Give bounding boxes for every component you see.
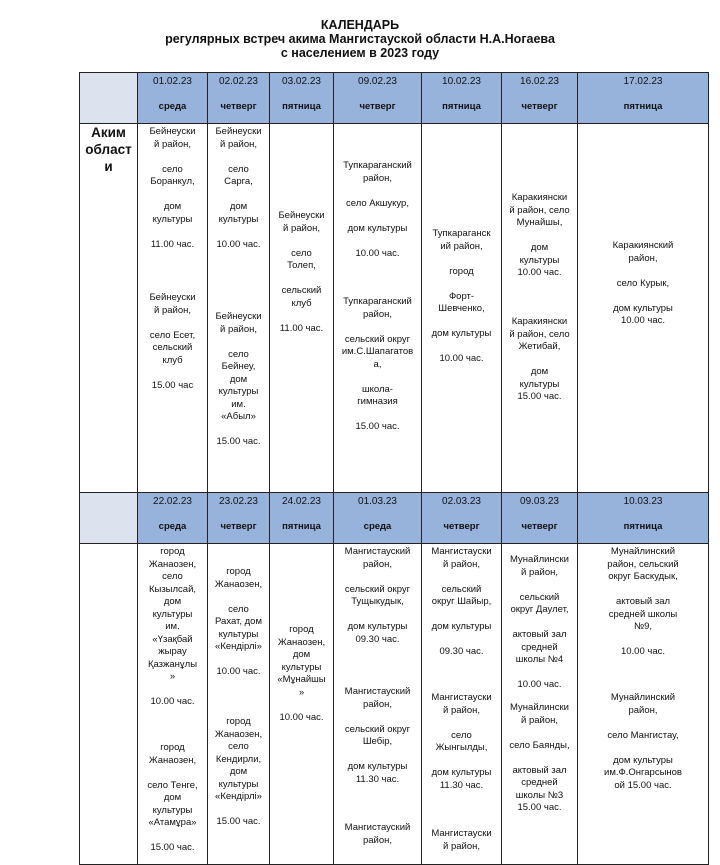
date-header bbox=[578, 73, 709, 124]
meeting-entry: Бейнеуски й район, село Сарга, дом культуры 10.00 час. bbox=[215, 126, 262, 250]
row-label bbox=[80, 124, 138, 493]
header-date: 17.02.23 bbox=[623, 76, 663, 87]
date-header bbox=[208, 73, 270, 124]
title-line-2: регулярных встреч акима Мангистауской области Н.А.Ногаева bbox=[165, 32, 555, 46]
meeting-entry: Тупкараганск ий район, город Форт- Шевченко, дом культуры 10.00 час. bbox=[431, 228, 492, 364]
header-date: 23.02.23 bbox=[219, 496, 258, 507]
meeting-entry: Мангистауский район, сельский округ Тущыкудык, дом культуры 09.30 час. bbox=[344, 546, 411, 645]
header-date: 01.03.23 bbox=[358, 496, 397, 507]
meeting-cell bbox=[270, 124, 334, 493]
row-label-text: Аким област и bbox=[85, 125, 132, 174]
row-label-spacer bbox=[80, 73, 138, 124]
header-date: 09.02.23 bbox=[358, 76, 397, 87]
meeting-cell bbox=[208, 544, 270, 865]
header-date: 02.02.23 bbox=[219, 76, 258, 87]
meeting-entry: город Жанаозен, село Тенге, дом культуры «Атамұра» 15.00 час. bbox=[147, 742, 198, 853]
date-header bbox=[208, 493, 270, 544]
row-label-spacer bbox=[80, 493, 138, 544]
meeting-entry: Бейнеуски й район, село Есет, сельский клуб 15.00 час bbox=[149, 292, 196, 391]
meeting-entry: Мунайлински й район, село Баянды, актовый зал средней школы №3 15.00 час. bbox=[509, 702, 570, 813]
header-date: 03.02.23 bbox=[282, 76, 321, 87]
meeting-cell bbox=[208, 124, 270, 493]
header-weekday: среда bbox=[363, 521, 392, 532]
header-date: 09.03.23 bbox=[520, 496, 559, 507]
meeting-cell bbox=[502, 124, 578, 493]
header-date: 02.03.23 bbox=[442, 496, 481, 507]
meeting-cell bbox=[138, 124, 208, 493]
header-weekday: среда bbox=[158, 101, 187, 112]
header-weekday: пятница bbox=[623, 521, 663, 532]
header-weekday: пятница bbox=[282, 101, 321, 112]
meeting-entry: Тупкараганский район, село Акшукур, дом культуры 10.00 час. bbox=[343, 160, 412, 259]
meeting-cell bbox=[578, 544, 709, 865]
header-weekday: четверг bbox=[521, 101, 558, 112]
date-header bbox=[270, 493, 334, 544]
row-label bbox=[80, 544, 138, 865]
header-weekday: четверг bbox=[220, 101, 257, 112]
header-weekday: четверг bbox=[521, 521, 558, 532]
header-weekday: четверг bbox=[443, 521, 480, 532]
week-body-row bbox=[80, 544, 709, 865]
meeting-entry: Мангистауский район, сельский округ Шебір, дом культуры 11.30 час. bbox=[344, 686, 411, 785]
header-date: 10.03.23 bbox=[623, 496, 663, 507]
meeting-entry: Мангистауски й район, bbox=[431, 828, 492, 852]
meeting-entry: Каракиянски й район, село Мунайшы, дом культуры 10.00 час. bbox=[509, 192, 570, 278]
meeting-entry: Бейнеуски й район, село Бейнеу, дом культуры им. «Абыл» 15.00 час. bbox=[215, 311, 262, 447]
meeting-entry: город Жанаозен, село Кендирли, дом культуры «Кендірлі» 15.00 час. bbox=[214, 716, 263, 827]
meeting-entry: Мангистауский район, bbox=[344, 822, 411, 846]
meeting-cell bbox=[578, 124, 709, 493]
meeting-entry: Бейнеуски й район, село Боранкул, дом культуры 11.00 час. bbox=[149, 126, 196, 250]
meeting-entry: Каракиянский район, село Курык, дом культуры 10.00 час. bbox=[612, 240, 674, 326]
date-header bbox=[502, 493, 578, 544]
meeting-entry: Мангистауски й район, сельский округ Шайыр, дом культуры 09.30 час. bbox=[431, 546, 492, 657]
header-weekday: четверг bbox=[359, 101, 396, 112]
document-title bbox=[0, 18, 720, 60]
date-header bbox=[270, 73, 334, 124]
meeting-entry: Каракиянски й район, село Жетибай, дом культуры 15.00 час. bbox=[509, 316, 570, 402]
header-weekday: среда bbox=[158, 521, 187, 532]
meeting-cell bbox=[334, 544, 422, 865]
week-header-row bbox=[80, 73, 709, 124]
date-header bbox=[334, 73, 422, 124]
meeting-entry: Мунайлинский район, сельский округ Баскудык, актовый зал средней школы №9, 10.00 час. bbox=[607, 546, 679, 657]
title-line-1: КАЛЕНДАРЬ bbox=[320, 18, 400, 32]
date-header bbox=[422, 493, 502, 544]
header-weekday: пятница bbox=[282, 521, 321, 532]
header-weekday: пятница bbox=[442, 101, 481, 112]
meeting-cell bbox=[270, 544, 334, 865]
date-header bbox=[138, 73, 208, 124]
header-date: 10.02.23 bbox=[442, 76, 481, 87]
meeting-entry: Тупкараганский район, сельский округ им.С.Шапагатов а, школа- гимназия 15.00 час. bbox=[341, 296, 414, 432]
title-line-3: с населением в 2023 году bbox=[280, 46, 440, 60]
header-date: 16.02.23 bbox=[520, 76, 559, 87]
meeting-cell bbox=[138, 544, 208, 865]
header-weekday: пятница bbox=[623, 101, 663, 112]
meeting-cell bbox=[422, 124, 502, 493]
date-header bbox=[422, 73, 502, 124]
meeting-entry: город Жанаозен, село Рахат, дом культуры «Кендірлі» 10.00 час. bbox=[214, 566, 263, 677]
meetings-calendar-table bbox=[79, 72, 709, 865]
meeting-entry: Мунайлински й район, сельский округ Даулет, актовый зал средней школы №4 10.00 час. bbox=[510, 554, 569, 690]
meeting-cell bbox=[422, 544, 502, 865]
meeting-entry: город Жанаозен, село Кызылсай, дом культуры им. «Үзақбай жырау Қазжанұлы » 10.00 час. bbox=[147, 546, 198, 707]
meeting-cell bbox=[334, 124, 422, 493]
meeting-entry: Мангистауски й район, село Жынгылды, дом культуры 11.30 час. bbox=[431, 692, 492, 791]
header-date: 01.02.23 bbox=[153, 76, 192, 87]
week-header-row bbox=[80, 493, 709, 544]
header-date: 22.02.23 bbox=[153, 496, 192, 507]
date-header bbox=[502, 73, 578, 124]
date-header bbox=[334, 493, 422, 544]
header-weekday: четверг bbox=[220, 521, 257, 532]
week-body-row bbox=[80, 124, 709, 493]
meeting-entry: Бейнеуски й район, село Толеп, сельский клуб 11.00 час. bbox=[278, 210, 325, 334]
date-header bbox=[578, 493, 709, 544]
meeting-cell bbox=[502, 544, 578, 865]
meeting-entry: Мунайлинский район, село Мангистау, дом культуры им.Ф.Онгарсынов ой 15.00 час. bbox=[604, 692, 682, 791]
date-header bbox=[138, 493, 208, 544]
header-date: 24.02.23 bbox=[282, 496, 321, 507]
meeting-entry: город Жанаозен, дом культуры «Мұнайшы » 10.00 час. bbox=[277, 624, 326, 723]
